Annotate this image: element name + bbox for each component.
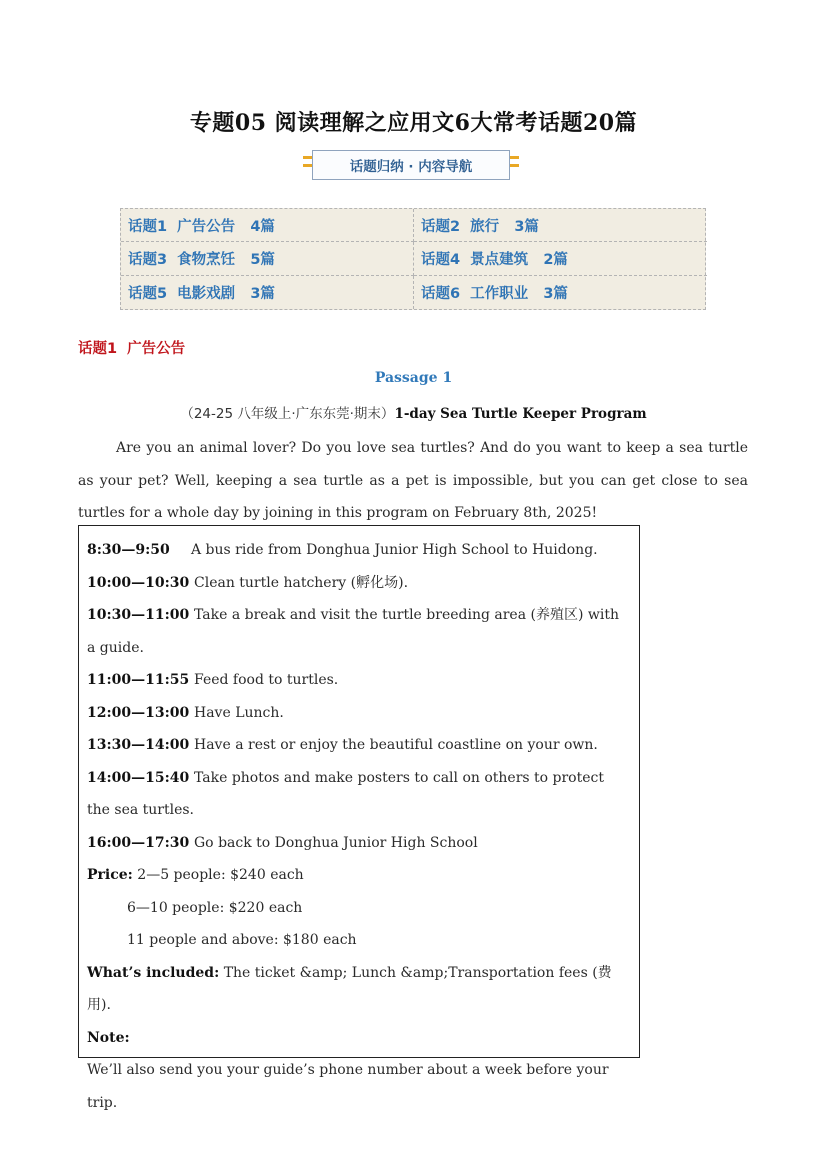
toc-item-topic-1[interactable]: 话题1 广告公告 4篇 — [121, 209, 414, 242]
schedule-activity: Feed food to turtles. — [194, 672, 339, 688]
schedule-time: 16:00—17:30 — [87, 834, 190, 851]
intro-paragraph: Are you an animal lover? Do you love sea turtles? And do you want to keep a sea turtle as your pet? Well, keeping a sea turtle as a pet is impossible, but you can get close to sea turtles for a whole day by joining in this program on February 8th, 2025! — [78, 440, 748, 521]
schedule-time: 11:00—11:55 — [87, 672, 190, 688]
schedule-row — [87, 599, 631, 664]
schedule-activity: Go back to Donghua Junior High School — [194, 834, 478, 851]
schedule-row — [87, 827, 631, 860]
schedule-time: 10:00—10:30 — [87, 574, 190, 591]
schedule-activity: Clean turtle hatchery (孵化场). — [194, 574, 409, 591]
program-title: 1-day Sea Turtle Keeper Program — [394, 406, 647, 422]
content-navigation-banner: 话题归纳 · 内容导航 — [312, 150, 510, 180]
price-tier-1: 2—5 people: $240 each — [137, 867, 304, 883]
passage-label: Passage 1 — [374, 370, 453, 386]
schedule-activity: Take a break and visit the turtle breeding area (养殖区) with a guide. — [87, 607, 619, 656]
page-title: 专题05 阅读理解之应用文6大常考话题20篇 — [189, 110, 638, 136]
schedule-row — [87, 664, 631, 697]
schedule-activity: Have a rest or enjoy the beautiful coastline on your own. — [194, 737, 598, 753]
schedule-row — [87, 729, 631, 762]
schedule-row — [87, 567, 631, 600]
passage-source — [0, 402, 827, 422]
note-label: Note: — [87, 1029, 130, 1046]
price-tier-3: 11 people and above: $180 each — [127, 932, 357, 948]
section-heading: 话题1 广告公告 — [78, 341, 186, 357]
toc-item-topic-6[interactable]: 话题6 工作职业 3篇 — [421, 285, 568, 302]
schedule-activity: Have Lunch. — [194, 704, 284, 721]
note-text: We’ll also send you your guide’s phone number about a week before your trip. — [87, 1062, 609, 1111]
price-tier-2: 6—10 people: $220 each — [127, 899, 303, 916]
schedule-time: 14:00—15:40 — [87, 769, 190, 786]
source-prefix: （24-25 八年级上·广东东莞·期末） — [180, 406, 395, 422]
included-label: What’s included: — [87, 964, 220, 981]
topic-table-of-contents — [120, 208, 706, 310]
price-label: Price: — [87, 867, 133, 883]
schedule-time: 8:30—9:50 — [87, 542, 170, 558]
toc-item-topic-4[interactable]: 话题4 景点建筑 2篇 — [414, 242, 707, 275]
included-text: The ticket &amp; Lunch &amp;Transportation fees (费用). — [87, 964, 612, 1013]
toc-item-topic-5[interactable]: 话题5 电影戏剧 3篇 — [121, 276, 414, 309]
schedule-row — [87, 697, 631, 730]
schedule-activity: A bus ride from Donghua Junior High School to Huidong. — [191, 542, 598, 558]
schedule-row — [87, 534, 631, 567]
schedule-time: 13:30—14:00 — [87, 737, 190, 753]
schedule-row — [87, 762, 631, 827]
schedule-activity: Take photos and make posters to call on others to protect the sea turtles. — [87, 769, 604, 818]
schedule-time: 12:00—13:00 — [87, 704, 190, 721]
toc-item-topic-2[interactable]: 话题2 旅行 3篇 — [414, 209, 707, 242]
toc-item-topic-3[interactable]: 话题3 食物烹饪 5篇 — [121, 242, 414, 275]
program-schedule-box — [78, 525, 640, 1111]
included-row — [87, 957, 631, 1022]
price-row — [87, 859, 631, 892]
schedule-time: 10:30—11:00 — [87, 607, 190, 623]
